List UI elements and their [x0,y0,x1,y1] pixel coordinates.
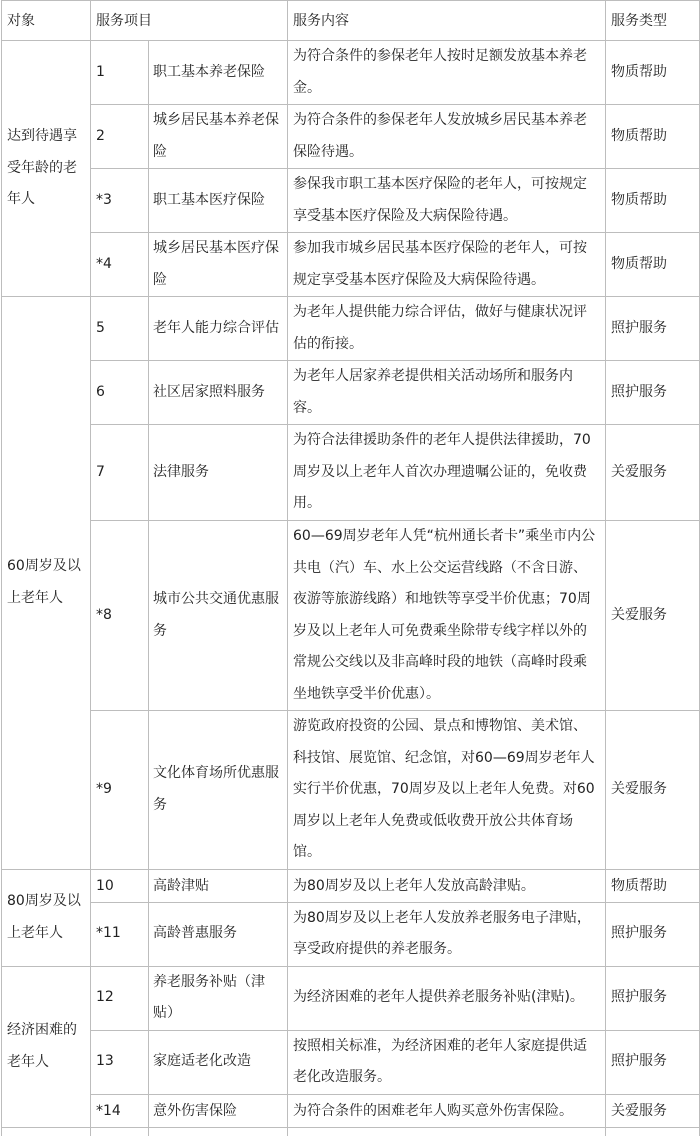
service-type: 关爱服务 [606,521,700,711]
service-type: 物质帮助 [606,169,700,233]
service-content: 为符合法律援助条件的老年人提供法律援助，70周岁及以上老年人首次办理遗嘱公证的，免收费用。 [288,425,606,521]
header-row [2,1,700,41]
table-row [2,105,700,169]
header-object: 对象 [2,1,91,41]
row-number: 5 [91,297,149,361]
service-type: 关爱服务 [606,1094,700,1127]
service-name: 城乡居民基本医疗保险 [149,233,288,297]
table-row [2,869,700,902]
service-content: 60—69周岁老年人凭“杭州通长者卡”乘坐市内公共电（汽）车、水上公交运营线路（不含日游、夜游等旅游线路）和地铁等享受半价优惠；70周岁及以上老年人可免费乘坐除带专线字样以外的常规公交线以及非高峰时段的地铁（高峰时段乘坐地铁享受半价优惠）。 [288,521,606,711]
header-content: 服务内容 [288,1,606,41]
service-content: 为符合条件的困难老年人购买意外伤害保险。 [288,1094,606,1127]
service-name: 家庭适老化改造 [149,1030,288,1094]
service-name: 职工基本养老保险 [149,41,288,105]
empty-cell [288,1127,606,1136]
header-type: 服务类型 [606,1,700,41]
service-type: 物质帮助 [606,869,700,902]
table-row [2,966,700,1030]
service-type: 物质帮助 [606,41,700,105]
service-type: 照护服务 [606,1030,700,1094]
table-row [2,711,700,870]
row-number: *3 [91,169,149,233]
row-number: 6 [91,361,149,425]
empty-cell [91,1127,149,1136]
service-content: 为80周岁及以上老年人发放养老服务电子津贴，享受政府提供的养老服务。 [288,902,606,966]
service-type: 关爱服务 [606,425,700,521]
table-row [2,41,700,105]
row-number: 7 [91,425,149,521]
service-content: 为经济困难的老年人提供养老服务补贴(津贴)。 [288,966,606,1030]
row-number: *11 [91,902,149,966]
service-content: 为80周岁及以上老年人发放高龄津贴。 [288,869,606,902]
service-content: 为符合条件的参保老年人发放城乡居民基本养老保险待遇。 [288,105,606,169]
service-name: 文化体育场所优惠服务 [149,711,288,870]
service-content: 参保我市职工基本医疗保险的老年人，可按规定享受基本医疗保险及大病保险待遇。 [288,169,606,233]
row-number: 10 [91,869,149,902]
empty-cell [2,1127,91,1136]
group-cell: 经济困难的老年人 [2,966,91,1127]
service-content: 为老年人提供能力综合评估，做好与健康状况评估的衔接。 [288,297,606,361]
row-number: 13 [91,1030,149,1094]
service-name: 意外伤害保险 [149,1094,288,1127]
row-number: 2 [91,105,149,169]
row-number: 1 [91,41,149,105]
service-type: 物质帮助 [606,105,700,169]
empty-cell [606,1127,700,1136]
service-name: 养老服务补贴（津贴） [149,966,288,1030]
empty-cell [149,1127,288,1136]
service-name: 城市公共交通优惠服务 [149,521,288,711]
group-cell: 达到待遇享受年龄的老年人 [2,41,91,297]
table-row [2,521,700,711]
service-name: 城乡居民基本养老保险 [149,105,288,169]
service-name: 社区居家照料服务 [149,361,288,425]
row-number: *9 [91,711,149,870]
table-row [2,1030,700,1094]
service-content: 参加我市城乡居民基本医疗保险的老年人，可按规定享受基本医疗保险及大病保险待遇。 [288,233,606,297]
service-name: 老年人能力综合评估 [149,297,288,361]
row-number: *4 [91,233,149,297]
table-row-continuation [2,1127,700,1136]
table-row [2,425,700,521]
table-row [2,233,700,297]
table-row [2,169,700,233]
service-name: 职工基本医疗保险 [149,169,288,233]
table-row [2,361,700,425]
service-type: 物质帮助 [606,233,700,297]
row-number: 12 [91,966,149,1030]
service-type: 照护服务 [606,966,700,1030]
service-name: 高龄普惠服务 [149,902,288,966]
service-type: 照护服务 [606,902,700,966]
table-row [2,297,700,361]
table-row [2,902,700,966]
table-row [2,1094,700,1127]
service-type: 照护服务 [606,361,700,425]
group-cell: 80周岁及以上老年人 [2,869,91,966]
service-content: 为老年人居家养老提供相关活动场所和服务内容。 [288,361,606,425]
row-number: *8 [91,521,149,711]
row-number: *14 [91,1094,149,1127]
service-type: 照护服务 [606,297,700,361]
group-cell: 60周岁及以上老年人 [2,297,91,870]
service-content: 为符合条件的参保老年人按时足额发放基本养老金。 [288,41,606,105]
service-name: 法律服务 [149,425,288,521]
service-content: 游览政府投资的公园、景点和博物馆、美术馆、科技馆、展览馆、纪念馆，对60—69周岁老年人实行半价优惠，70周岁及以上老年人免费。对60周岁以上老年人免费或低收费开放公共体育场馆。 [288,711,606,870]
service-name: 高龄津贴 [149,869,288,902]
header-item: 服务项目 [91,1,288,41]
service-content: 按照相关标准，为经济困难的老年人家庭提供适老化改造服务。 [288,1030,606,1094]
service-type: 关爱服务 [606,711,700,870]
services-table [1,0,700,1136]
